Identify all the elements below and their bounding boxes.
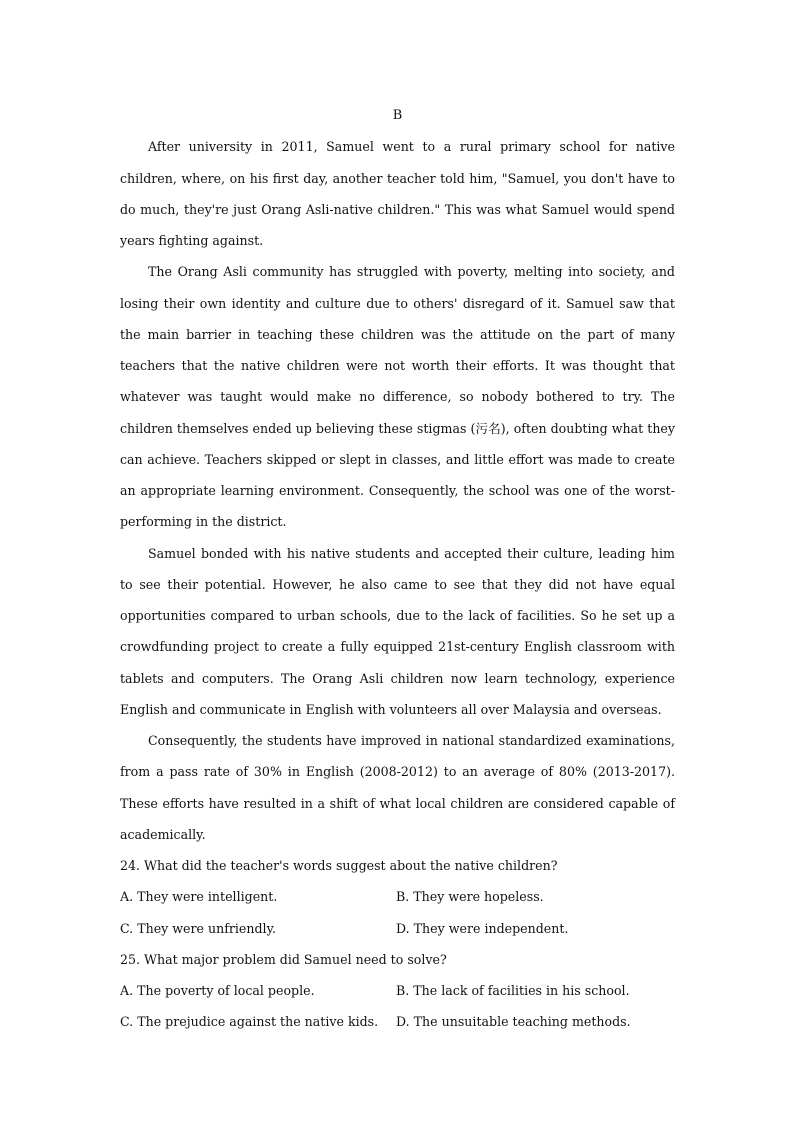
option-d: D. They were independent. xyxy=(396,920,569,936)
question-24 xyxy=(120,850,675,944)
option-row xyxy=(120,913,675,944)
passage-paragraph-1: After university in 2011, Samuel went to a rural primary school for native children, where, on his first day, another teacher told him, "Samuel, you don't have to do much, they're just Orang Asli-native children." This was what Samuel would spend years fighting against. xyxy=(120,139,675,249)
option-row xyxy=(120,975,675,1006)
question-stem: 24. What did the teacher's words suggest about the native children? xyxy=(120,858,558,874)
option-c: C. The prejudice against the native kids. xyxy=(120,1014,379,1030)
option-b: B. The lack of facilities in his school. xyxy=(396,983,630,999)
option-a: A. They were intelligent. xyxy=(120,889,278,905)
passage-paragraph-2: The Orang Asli community has struggled with poverty, melting into society, and losing their own identity and culture due to others' disregard of it. Samuel saw that the main barrier in teaching these children was the attitude on the part of many teachers that the native children were not worth their efforts. It was thought that whatever was taught would make no difference, so nobody bothered to try. The children themselves ended up believing these stigmas (污名), often doubting what they can achieve. Teachers skipped or slept in classes, and little effort was made to create an appropriate learning environment. Consequently, the school was one of the worst-performing in the district. xyxy=(120,264,675,530)
option-c: C. They were unfriendly. xyxy=(120,920,277,936)
option-d: D. The unsuitable teaching methods. xyxy=(396,1014,631,1030)
question-stem: 25. What major problem did Samuel need to solve? xyxy=(120,951,447,967)
option-row xyxy=(120,881,675,912)
reading-passage-page xyxy=(120,100,675,1038)
passage-paragraph-3: Samuel bonded with his native students and accepted their culture, leading him to see their potential. However, he also came to see that they did not have equal opportunities compared to urban schools, due to the lack of facilities. So he set up a crowdfunding project to create a fully equipped 21st-century English classroom with tablets and computers. The Orang Asli children now learn technology, experience English and communicate in English with volunteers all over Malaysia and overseas. xyxy=(120,545,675,717)
question-25 xyxy=(120,944,675,1038)
section-heading: B xyxy=(392,108,403,123)
option-b: B. They were hopeless. xyxy=(396,889,544,905)
passage-paragraph-4: Consequently, the students have improved in national standardized examinations, from a pass rate of 30% in English (2008-2012) to an average of 80% (2013-2017). These efforts have resulted in a shift of what local children are considered capable of academically. xyxy=(120,733,675,842)
option-a: A. The poverty of local people. xyxy=(120,983,315,999)
option-row xyxy=(120,1006,675,1037)
